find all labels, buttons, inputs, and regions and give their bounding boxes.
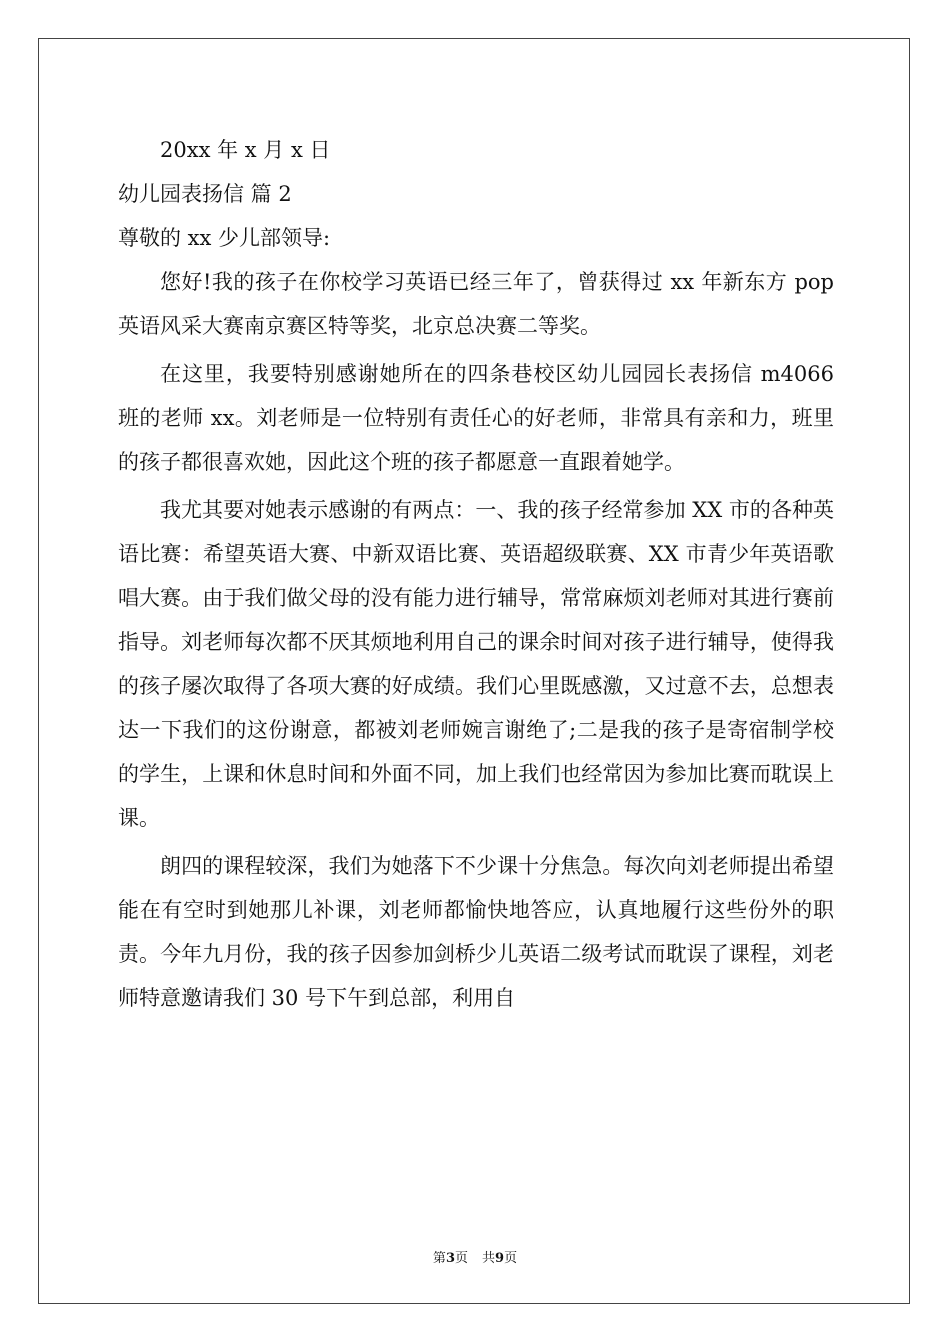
- page-current: 3: [445, 1251, 455, 1266]
- paragraph-4: 朗四的课程较深，我们为她落下不少课十分焦急。每次向刘老师提出希望能在有空时到她那儿补课，刘老师都愉快地答应，认真地履行这些份外的职责。今年九月份，我的孩子因参加剑桥少儿英语二级考试而耽误了课程，刘老师特意邀请我们 30 号下午到总部，利用自: [118, 854, 834, 1010]
- page-footer: [0, 1247, 950, 1266]
- total-suffix: 页: [504, 1251, 518, 1266]
- paragraph-2: 在这里，我要特别感谢她所在的四条巷校区幼儿园园长表扬信 m4066 班的老师 xx。刘老师是一位特别有责任心的好老师，非常具有亲和力，班里的孩子都很喜欢她，因此这个班的孩子都愿意一直跟着她学。: [118, 362, 834, 474]
- section-title: 幼儿园表扬信 篇 2: [118, 182, 292, 206]
- paragraph-3: 我尤其要对她表示感谢的有两点：一、我的孩子经常参加 XX 市的各种英语比赛：希望英语大赛、中新双语比赛、英语超级联赛、XX 市青少年英语歌唱大赛。由于我们做父母的没有能力进行辅导，常常麻烦刘老师对其进行赛前指导。刘老师每次都不厌其烦地利用自己的课余时间对孩子进行辅导，使得我的孩子屡次取得了各项大赛的好成绩。我们心里既感激，又过意不去，总想表达一下我们的这份谢意，都被刘老师婉言谢绝了;二是我的孩子是寄宿制学校的学生，上课和休息时间和外面不同，加上我们也经常因为参加比赛而耽误上课。: [118, 498, 834, 830]
- paragraph-1: 您好!我的孩子在你校学习英语已经三年了，曾获得过 xx 年新东方 pop 英语风采大赛南京赛区特等奖，北京总决赛二等奖。: [118, 270, 834, 338]
- total-prefix: 共: [482, 1251, 496, 1266]
- document-body: [118, 128, 834, 1024]
- salutation: 尊敬的 xx 少儿部领导:: [118, 226, 331, 250]
- page-prefix: 第: [432, 1251, 446, 1266]
- date-line: 20xx 年 x 月 x 日: [160, 138, 331, 162]
- page-suffix: 页: [454, 1251, 468, 1266]
- page-total: 9: [495, 1251, 505, 1266]
